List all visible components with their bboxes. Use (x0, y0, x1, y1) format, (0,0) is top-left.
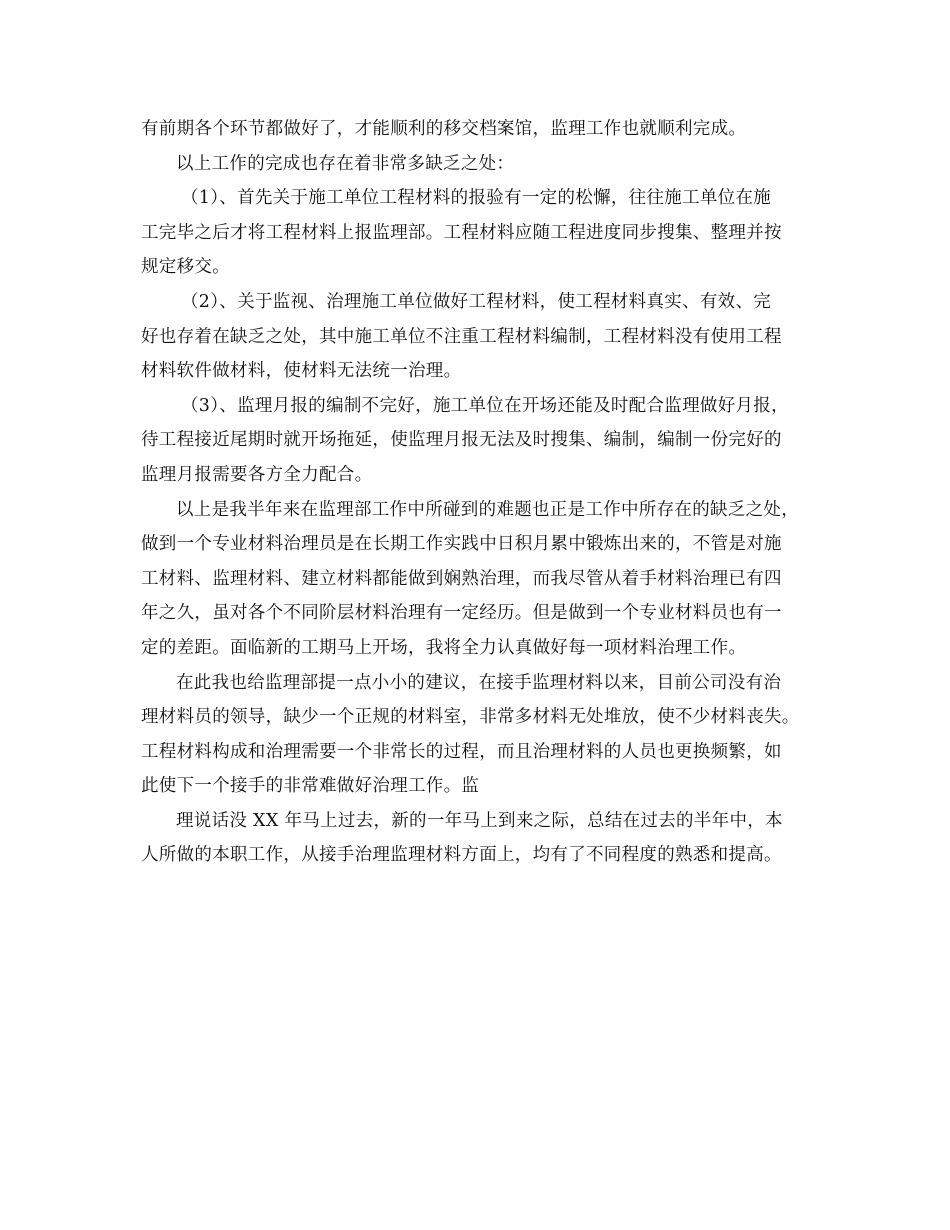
list-item-2-line: 好也存着在缺乏之处，其中施工单位不注重工程材料编制，工程材料没有使用工程 (141, 326, 782, 347)
list-item-1-line: 规定移交。 (141, 257, 230, 278)
text-line: 有前期各个环节都做好了，才能顺利的移交档案馆，监理工作也就顺利完成。 (141, 119, 747, 139)
paragraph-line: 工程材料构成和治理需要一个非常长的过程，而且治理材料的人员也更换频繁，如 (141, 741, 782, 762)
paragraph-line: 做到一个专业材料治理员是在长期工作实践中日积月累中锻炼出来的，不管是对施 (141, 534, 782, 555)
list-item-3-line: 监理月报需要各方全力配合。 (141, 464, 373, 485)
list-item-1-line: （1）、首先关于施工单位工程材料的报验有一定的松懈，往往施工单位在施 (181, 188, 772, 209)
paragraph-line: 理说话没 XX 年马上过去，新的一年马上到来之际，总结在过去的半年中，本 (176, 810, 783, 831)
list-item-2-line: 材料软件做材料，使材料无法统一治理。 (141, 361, 462, 382)
paragraph-line: 理材料员的领导，缺少一个正规的材料室，非常多材料无处堆放，使不少材料丧失。 (141, 707, 800, 728)
list-item-3-line: 待工程接近尾期时就开场拖延，使监理月报无法及时搜集、编制，编制一份完好的 (141, 430, 782, 451)
paragraph-line: 定的差距。面临新的工期马上开场，我将全力认真做好每一项材料治理工作。 (141, 637, 747, 658)
paragraph-line: 在此我也给监理部提一点小小的建议，在接手监理材料以来，目前公司没有治 (176, 672, 782, 693)
paragraph-line: 工材料、监理材料、建立材料都能做到娴熟治理，而我尽管从着手材料治理已有四 (141, 568, 782, 589)
paragraph-line: 此使下一个接手的非常难做好治理工作。监 (141, 776, 480, 797)
paragraph-line: 年之久，虽对各个不同阶层材料治理有一定经历。但是做到一个专业材料员也有一 (141, 603, 782, 624)
list-item-2-line: （2）、关于监视、治理施工单位做好工程材料，使工程材料真实、有效、完 (181, 291, 772, 312)
list-item-1-line: 工完毕之后才将工程材料上报监理部。工程材料应随工程进度同步搜集、整理并按 (141, 222, 782, 243)
paragraph-line: 以上是我半年来在监理部工作中所碰到的难题也正是工作中所存在的缺乏之处， (176, 499, 799, 520)
list-item-3-line: （3）、监理月报的编制不完好，施工单位在开场还能及时配合监理做好月报， (181, 395, 789, 416)
paragraph-line: 人所做的本职工作，从接手治理监理材料方面上，均有了不同程度的熟悉和提高。 (141, 845, 782, 866)
document-body (141, 112, 821, 873)
text-line: 以上工作的完成也存在着非常多缺乏之处： (176, 153, 515, 174)
